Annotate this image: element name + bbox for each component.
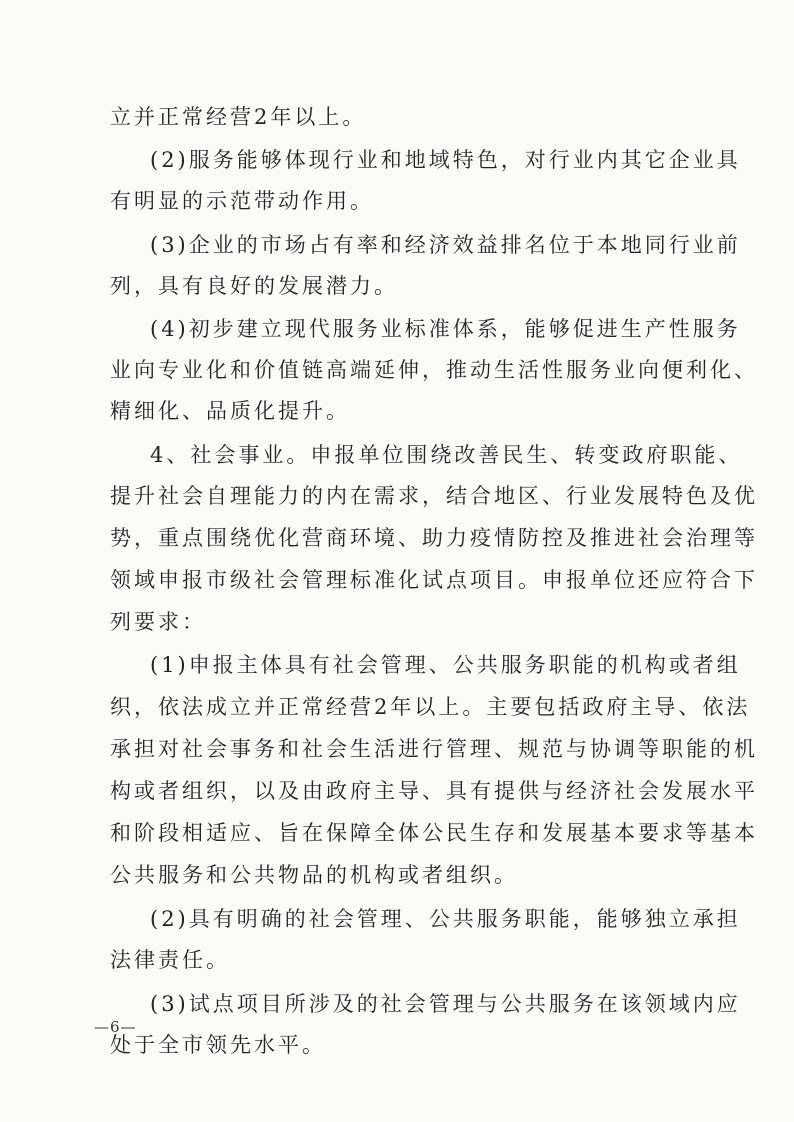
text-line: 列要求： (110, 610, 206, 634)
text-line: 立并正常经营2年以上。 (110, 105, 367, 129)
text-line: (2)具有明确的社会管理、公共服务职能，能够独立承担 (150, 907, 741, 931)
text-line: (1)申报主体具有社会管理、公共服务职能的机构或者组 (150, 653, 741, 677)
page-number: —6— (94, 1018, 137, 1036)
text-line: 势，重点围绕优化营商环境、助力疫情防控及推进社会治理等 (110, 526, 758, 550)
text-line: 4、社会事业。申报单位围绕改善民生、转变政府职能、 (150, 443, 743, 467)
text-line: (2)服务能够体现行业和地域特色，对行业内其它企业具 (150, 148, 741, 172)
text-line: 公共服务和公共物品的机构或者组织。 (110, 863, 518, 887)
text-line: 处于全市领先水平。 (110, 1033, 326, 1057)
text-line: 构或者组织，以及由政府主导、具有提供与经济社会发展水平 (110, 779, 758, 803)
text-line: (3)试点项目所涉及的社会管理与公共服务在该领域内应 (150, 992, 741, 1016)
text-line: 有明显的示范带动作用。 (110, 189, 374, 213)
text-line: 法律责任。 (110, 948, 230, 972)
text-line: (3)企业的市场占有率和经济效益排名位于本地同行业前 (150, 233, 741, 257)
text-line: 业向专业化和价值链高端延伸，推动生活性服务业向便利化、 (110, 358, 758, 382)
text-line: 织，依法成立并正常经营2年以上。主要包括政府主导、依法 (110, 695, 751, 719)
text-line: 精细化、品质化提升。 (110, 399, 350, 423)
text-line: 列，具有良好的发展潜力。 (110, 274, 398, 298)
text-line: 提升社会自理能力的内在需求，结合地区、行业发展特色及优 (110, 484, 758, 508)
text-line: 承担对社会事务和社会生活进行管理、规范与协调等职能的机 (110, 737, 758, 761)
text-line: (4)初步建立现代服务业标准体系，能够促进生产性服务 (150, 317, 741, 341)
text-line: 和阶段相适应、旨在保障全体公民生存和发展基本要求等基本 (110, 821, 758, 845)
text-line: 领域申报市级社会管理标准化试点项目。申报单位还应符合下 (110, 568, 758, 592)
